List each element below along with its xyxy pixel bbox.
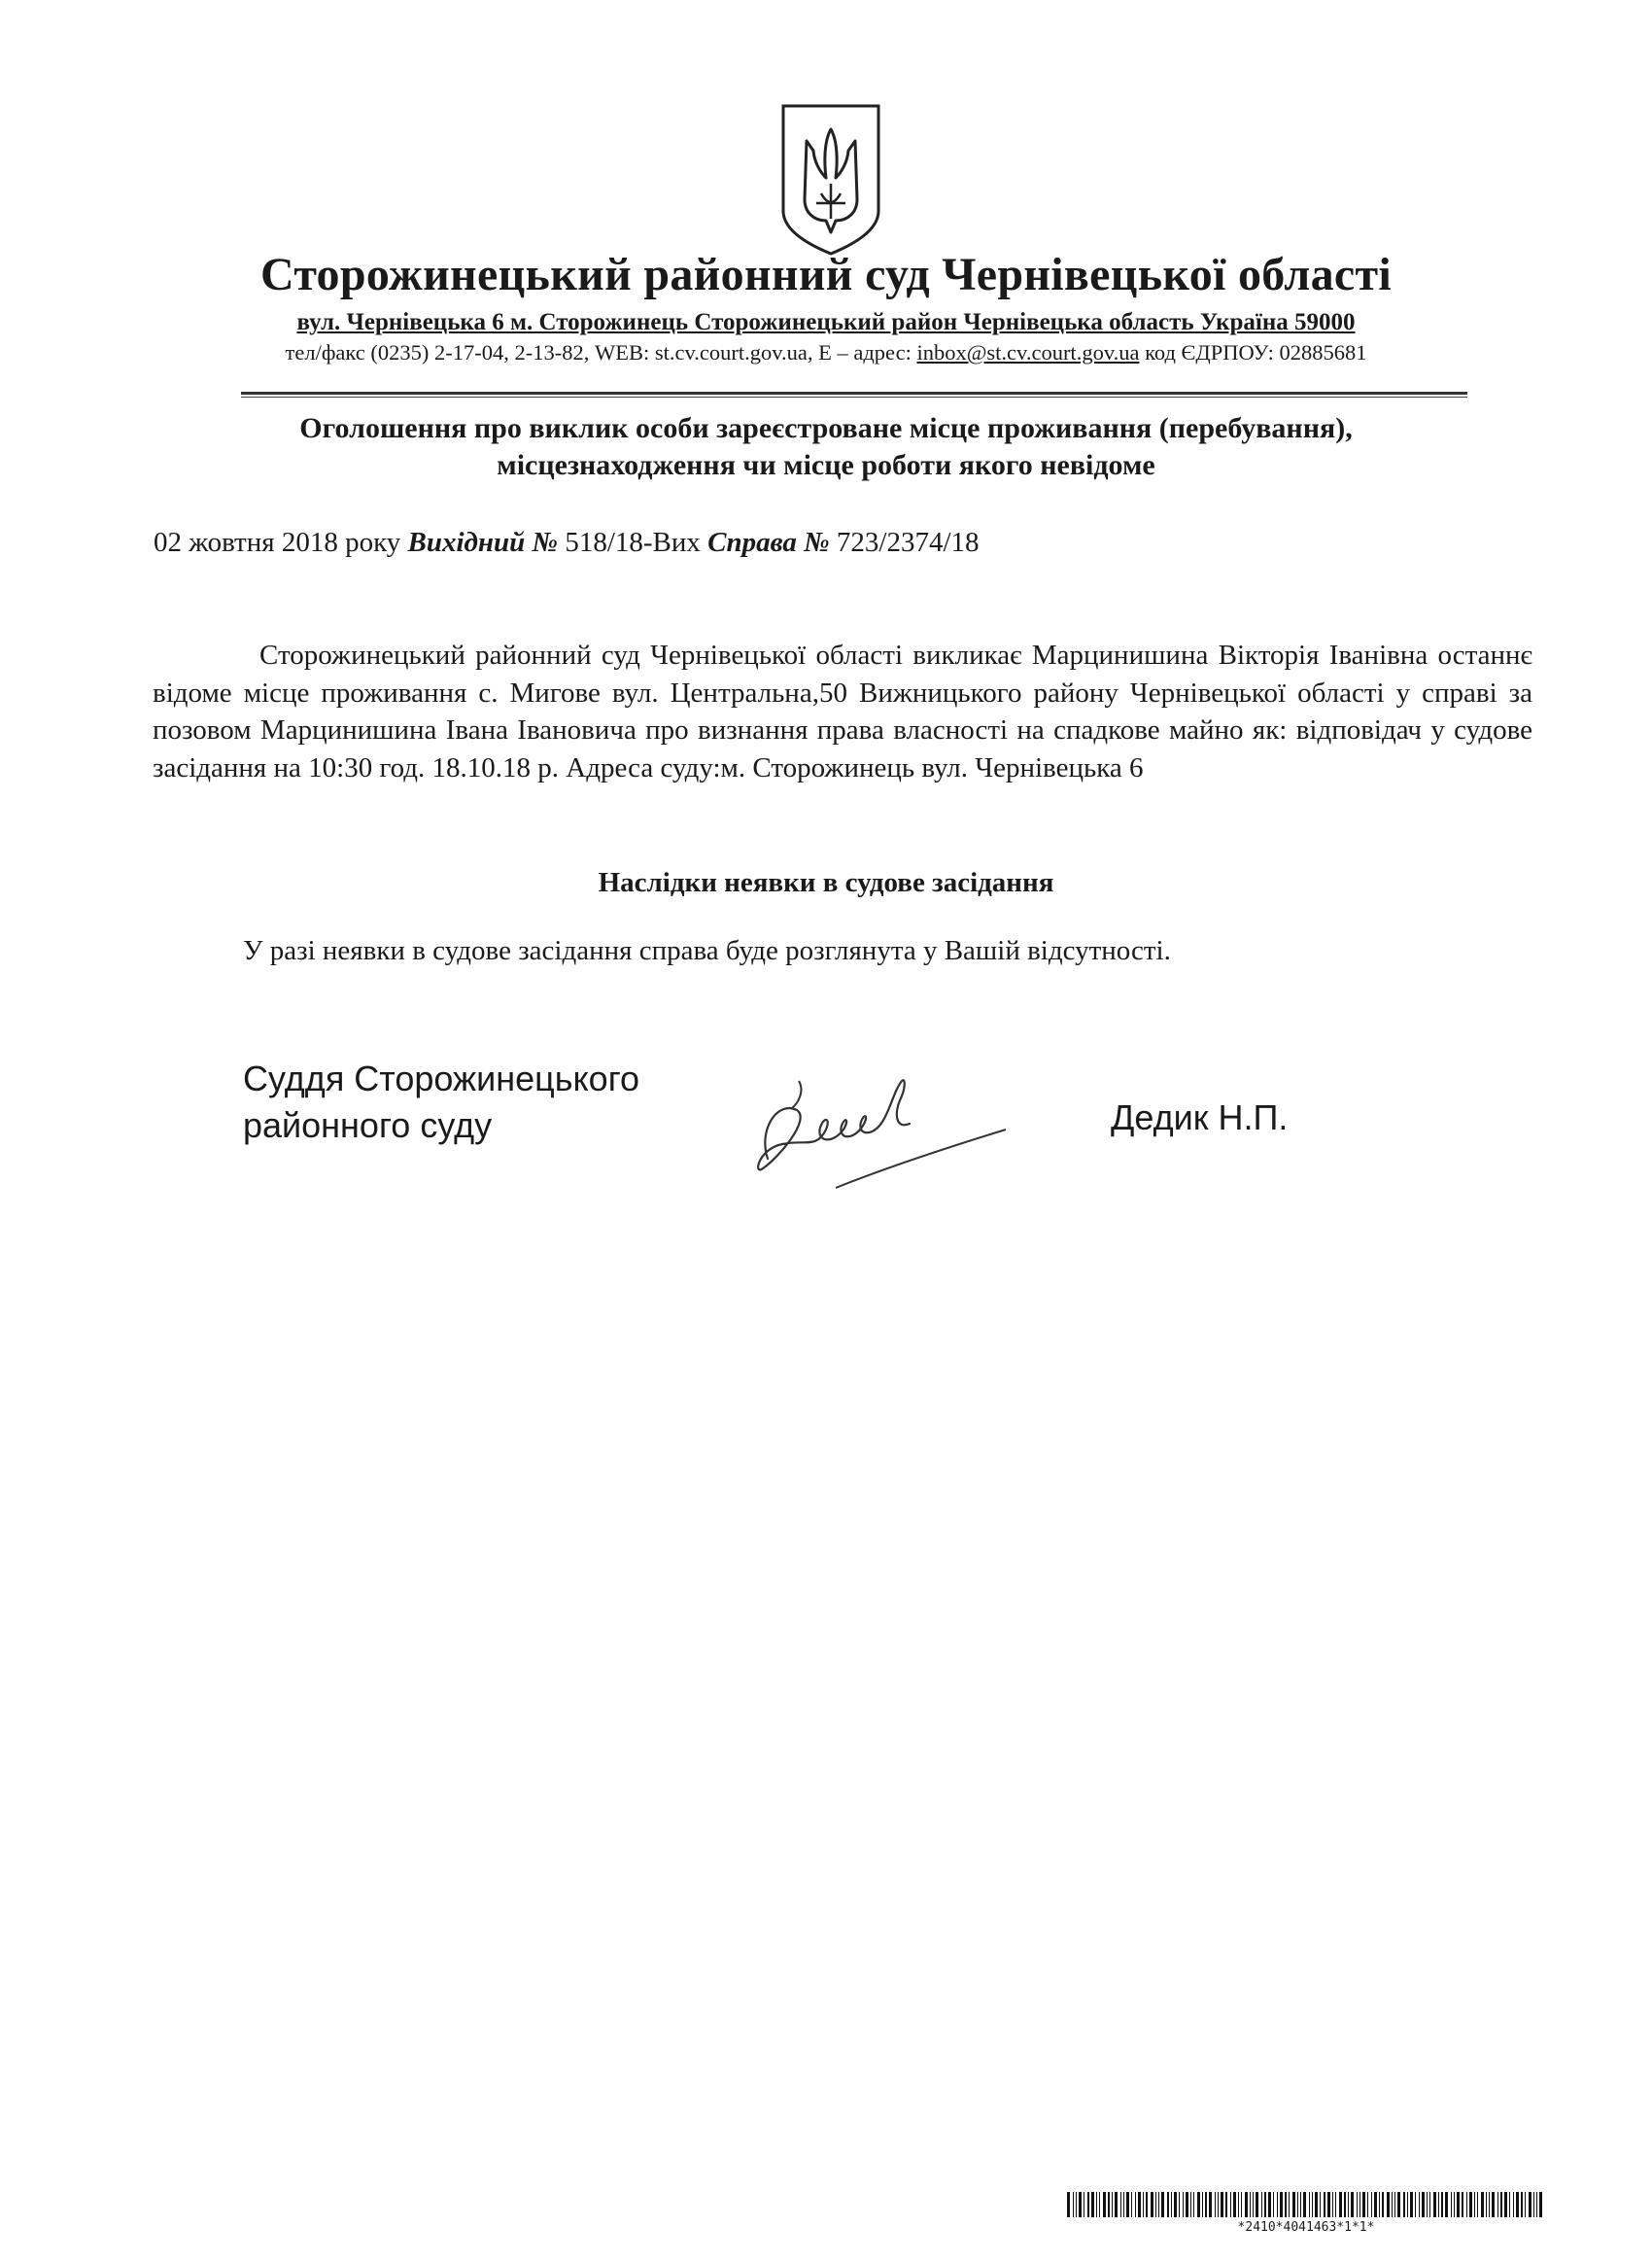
coat-of-arms-icon (777, 102, 884, 258)
contact-suffix: код ЄДРПОУ: 02885681 (1139, 340, 1367, 365)
judge-position-line2: районного суду (243, 1105, 493, 1145)
barcode-icon (1067, 2192, 1545, 2217)
contact-prefix: тел/факс (0235) 2-17-04, 2-13-82, WEB: st.cv.court.gov.ua, E – адрес: (285, 340, 917, 365)
outgoing-number: 518/18-Вих (558, 527, 708, 558)
notice-title-line1: Оголошення про виклик особи зареєстроване місце проживання (перебування), (299, 412, 1353, 444)
notice-title (0, 410, 1652, 484)
case-label: Справа № (707, 527, 830, 558)
email-link[interactable]: inbox@st.cv.court.gov.ua (916, 340, 1140, 365)
case-number: 723/2374/18 (829, 527, 980, 558)
outgoing-label: Вихідний № (407, 527, 559, 558)
judge-name: Дедик Н.П. (1111, 1097, 1289, 1137)
court-contacts (0, 340, 1652, 365)
notice-title-line2: місцезнаходження чи місце роботи якого невідоме (497, 449, 1155, 481)
court-address: вул. Чернівецька 6 м. Сторожинець Сторожинецький район Чернівецька область Україна 59000 (296, 309, 1356, 335)
notice-paragraph: Сторожинецький районний суд Чернівецької області викликає Марцинишина Вікторія Іванівна останнє відоме місце проживання с. Мигове вул. Центральна,50 Вижницького району Чернівецької області у справі за позовом Марцинишина Івана Івановича про визнання права власності на спадкове майно як: відповідач у судове засідання на 10:30 год. 18.10.18 р. Адреса суду:м. Сторожинець вул. Чернівецька 6 (153, 640, 1532, 783)
header-divider-thin (241, 397, 1467, 398)
notice-body (153, 637, 1532, 786)
judge-position (243, 1056, 639, 1149)
consequences-text: У разі неявки в судове засідання справа буде розглянута у Вашій відсутності. (243, 935, 1171, 966)
document-date: 02 жовтня 2018 року (154, 527, 408, 558)
consequences-title: Наслідки неявки в судове засідання (598, 867, 1054, 898)
court-name: Сторожинецький районний суд Чернівецької області (259, 249, 1392, 300)
document-meta (154, 527, 980, 559)
barcode-text: *2410*4041463*1*1* (1237, 2220, 1375, 2235)
handwritten-signature (739, 1052, 1020, 1207)
judge-position-line1: Суддя Сторожинецького (243, 1059, 640, 1098)
header-divider (241, 392, 1467, 395)
